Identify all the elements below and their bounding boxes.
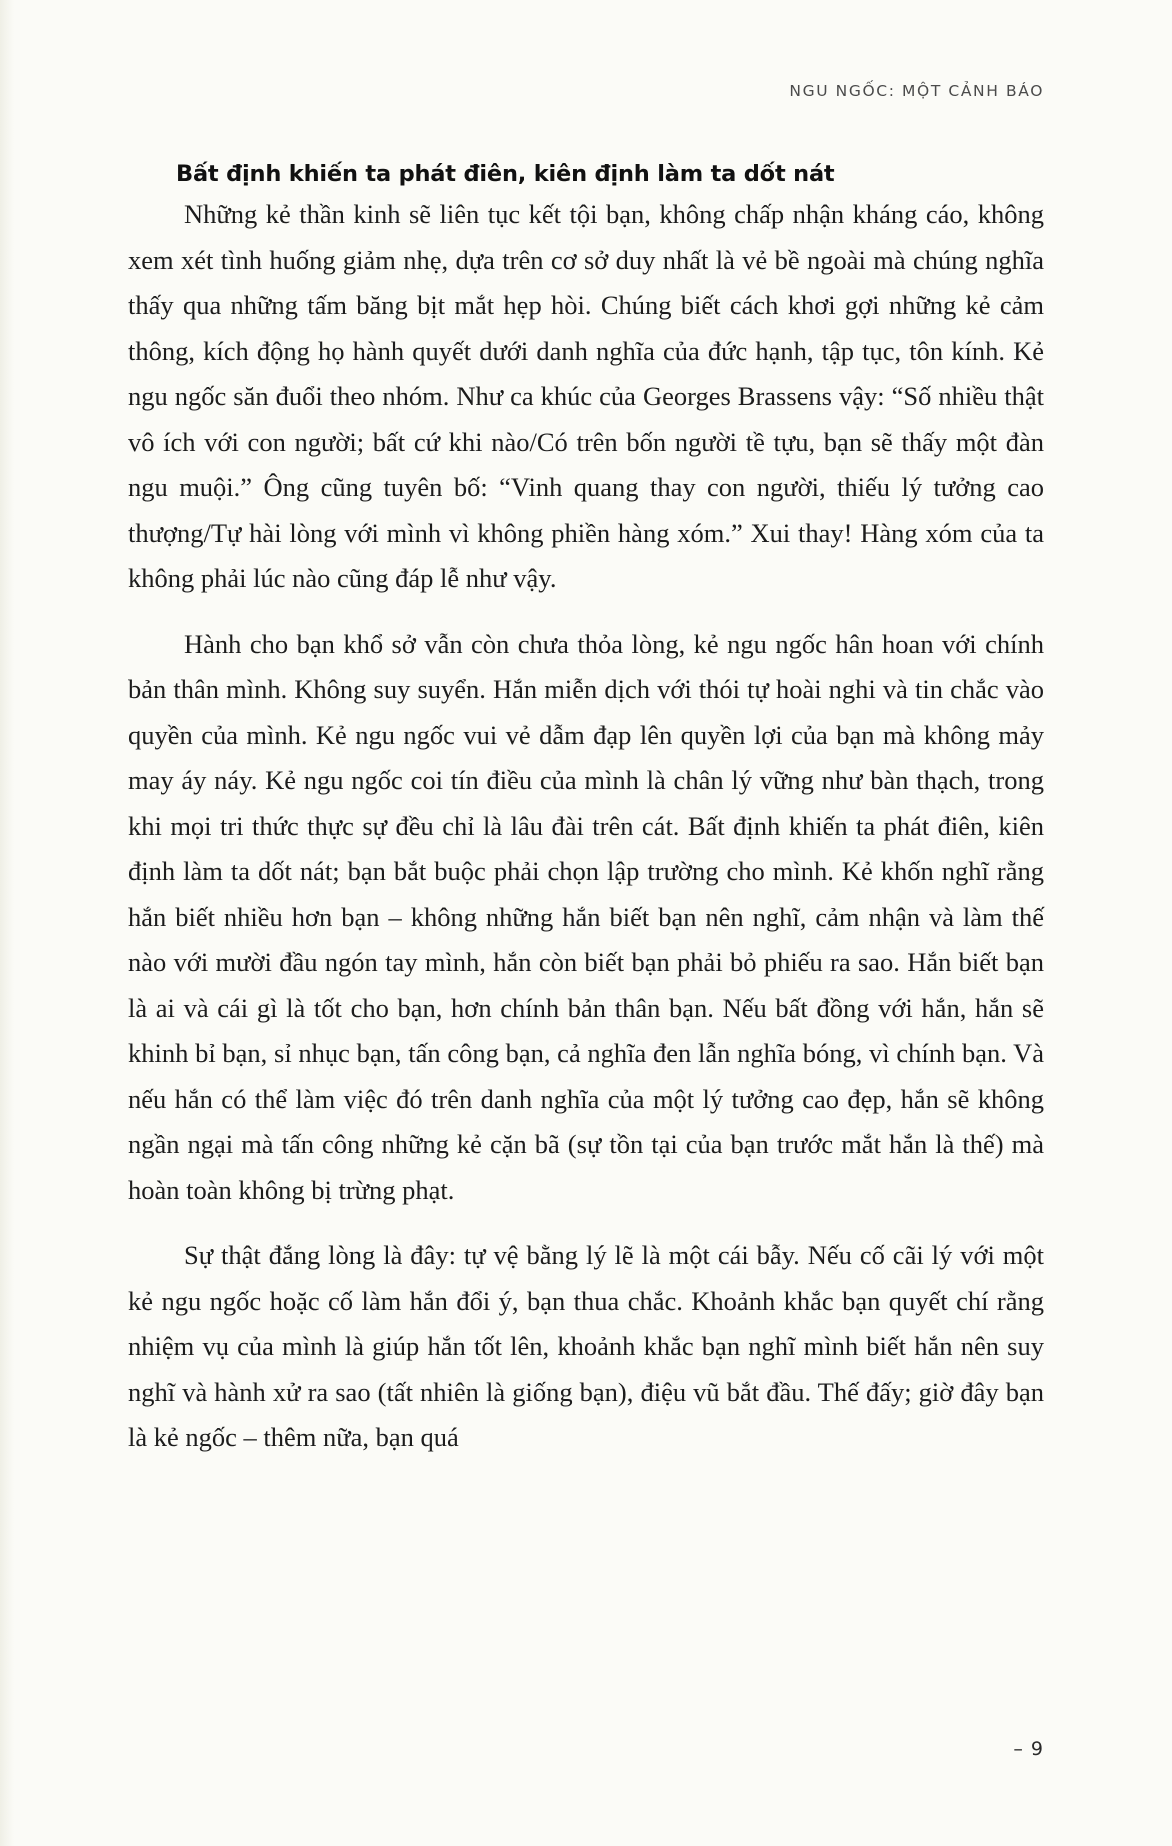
running-head: NGU NGỐC: MỘT CẢNH BÁO	[789, 82, 1044, 100]
paragraph: Sự thật đắng lòng là đây: tự vệ bằng lý lẽ là một cái bẫy. Nếu cố cãi lý với một kẻ ngu ngốc hoặc cố làm hắn đổi ý, bạn thua chắc. Khoảnh khắc bạn quyết chí rằng nhiệm vụ của mình là giúp hắn tốt lên, khoảnh khắc bạn nghĩ mình biết hắn nên suy nghĩ và hành xử ra sao (tất nhiên là giống bạn), điệu vũ bắt đầu. Thế đấy; giờ đây bạn là kẻ ngốc – thêm nữa, bạn quá	[128, 1240, 1044, 1452]
page-number: – 9	[1013, 1738, 1044, 1760]
page-edge-shadow	[0, 0, 14, 1846]
body-text	[128, 192, 1044, 1461]
section-title: Bất định khiến ta phát điên, kiên định làm ta dốt nát	[176, 160, 835, 187]
paragraph: Hành cho bạn khổ sở vẫn còn chưa thỏa lòng, kẻ ngu ngốc hân hoan với chính bản thân mình. Không suy suyển. Hắn miễn dịch với thói tự hoài nghi và tin chắc vào quyền của mình. Kẻ ngu ngốc vui vẻ dẫm đạp lên quyền lợi của bạn mà không mảy may áy náy. Kẻ ngu ngốc coi tín điều của mình là chân lý vững như bàn thạch, trong khi mọi tri thức thực sự đều chỉ là lâu đài trên cát. Bất định khiến ta phát điên, kiên định làm ta dốt nát; bạn bắt buộc phải chọn lập trường cho mình. Kẻ khốn nghĩ rằng hắn biết nhiều hơn bạn – không những hắn biết bạn nên nghĩ, cảm nhận và làm thế nào với mười đầu ngón tay mình, hắn còn biết bạn phải bỏ phiếu ra sao. Hắn biết bạn là ai và cái gì là tốt cho bạn, hơn chính bản thân bạn. Nếu bất đồng với hắn, hắn sẽ khinh bỉ bạn, sỉ nhục bạn, tấn công bạn, cả nghĩa đen lẫn nghĩa bóng, vì chính bạn. Và nếu hắn có thể làm việc đó trên danh nghĩa của một lý tưởng cao đẹp, hắn sẽ không ngần ngại mà tấn công những kẻ cặn bã (sự tồn tại của bạn trước mắt hắn là thế) mà hoàn toàn không bị trừng phạt.	[128, 628, 1044, 1205]
page-content-area	[128, 0, 1044, 1846]
paragraph: Những kẻ thần kinh sẽ liên tục kết tội bạn, không chấp nhận kháng cáo, không xem xét tình huống giảm nhẹ, dựa trên cơ sở duy nhất là vẻ bề ngoài mà chúng nghĩa thấy qua những tấm băng bịt mắt hẹp hòi. Chúng biết cách khơi gợi những kẻ cảm thông, kích động họ hành quyết dưới danh nghĩa của đức hạnh, tập tục, tôn kính. Kẻ ngu ngốc săn đuổi theo nhóm. Như ca khúc của Georges Brassens vậy: “Số nhiều thật vô ích với con người; bất cứ khi nào/Có trên bốn người tề tựu, bạn sẽ thấy một đàn ngu muội.” Ông cũng tuyên bố: “Vinh quang thay con người, thiếu lý tưởng cao thượng/Tự hài lòng với mình vì không phiền hàng xóm.” Xui thay! Hàng xóm của ta không phải lúc nào cũng đáp lễ như vậy.	[128, 199, 1044, 593]
